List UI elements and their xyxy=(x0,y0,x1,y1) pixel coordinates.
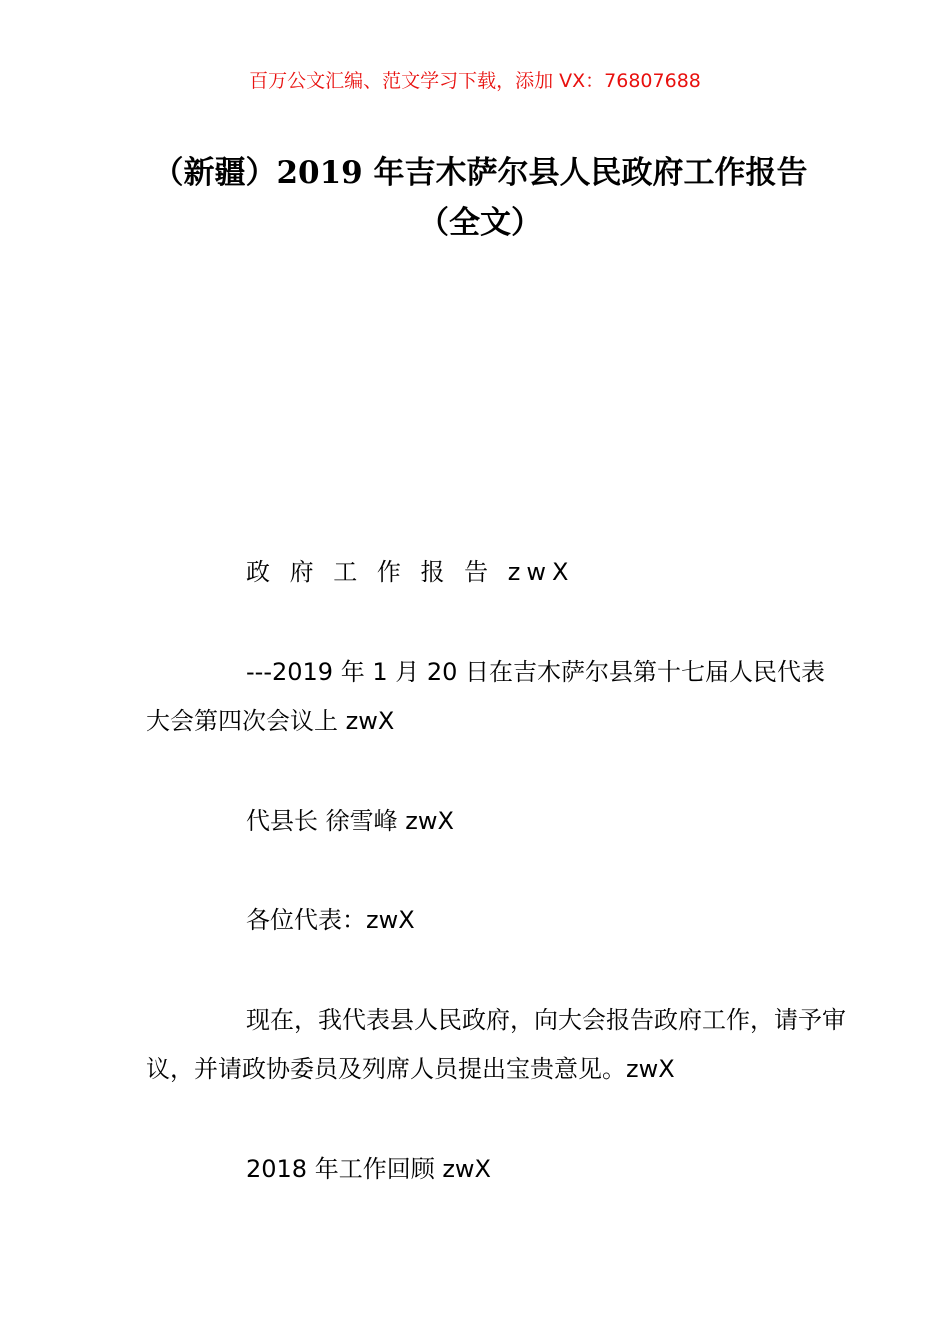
speaker-line: 代县长 徐雪峰 zwX xyxy=(246,807,454,835)
opening-paragraph: 现在，我代表县人民政府，向大会报告政府工作，请予审议，并请政协委员及列席人员提出宝贵意见。zwX xyxy=(146,1006,846,1083)
document-title: （新疆）2019 年吉木萨尔县人民政府工作报告（全文） xyxy=(152,155,808,241)
meeting-subtitle: ---2019 年 1 月 20 日在吉木萨尔县第十七届人民代表大会第四次会议上 zwX xyxy=(146,658,826,735)
download-notice: 百万公文汇编、范文学习下载，添加 VX：76807688 xyxy=(249,70,701,92)
report-heading: 政 府 工 作 报 告 zwX xyxy=(246,558,575,586)
section-heading: 2018 年工作回顾 zwX xyxy=(246,1155,492,1183)
salutation: 各位代表：zwX xyxy=(246,906,415,934)
